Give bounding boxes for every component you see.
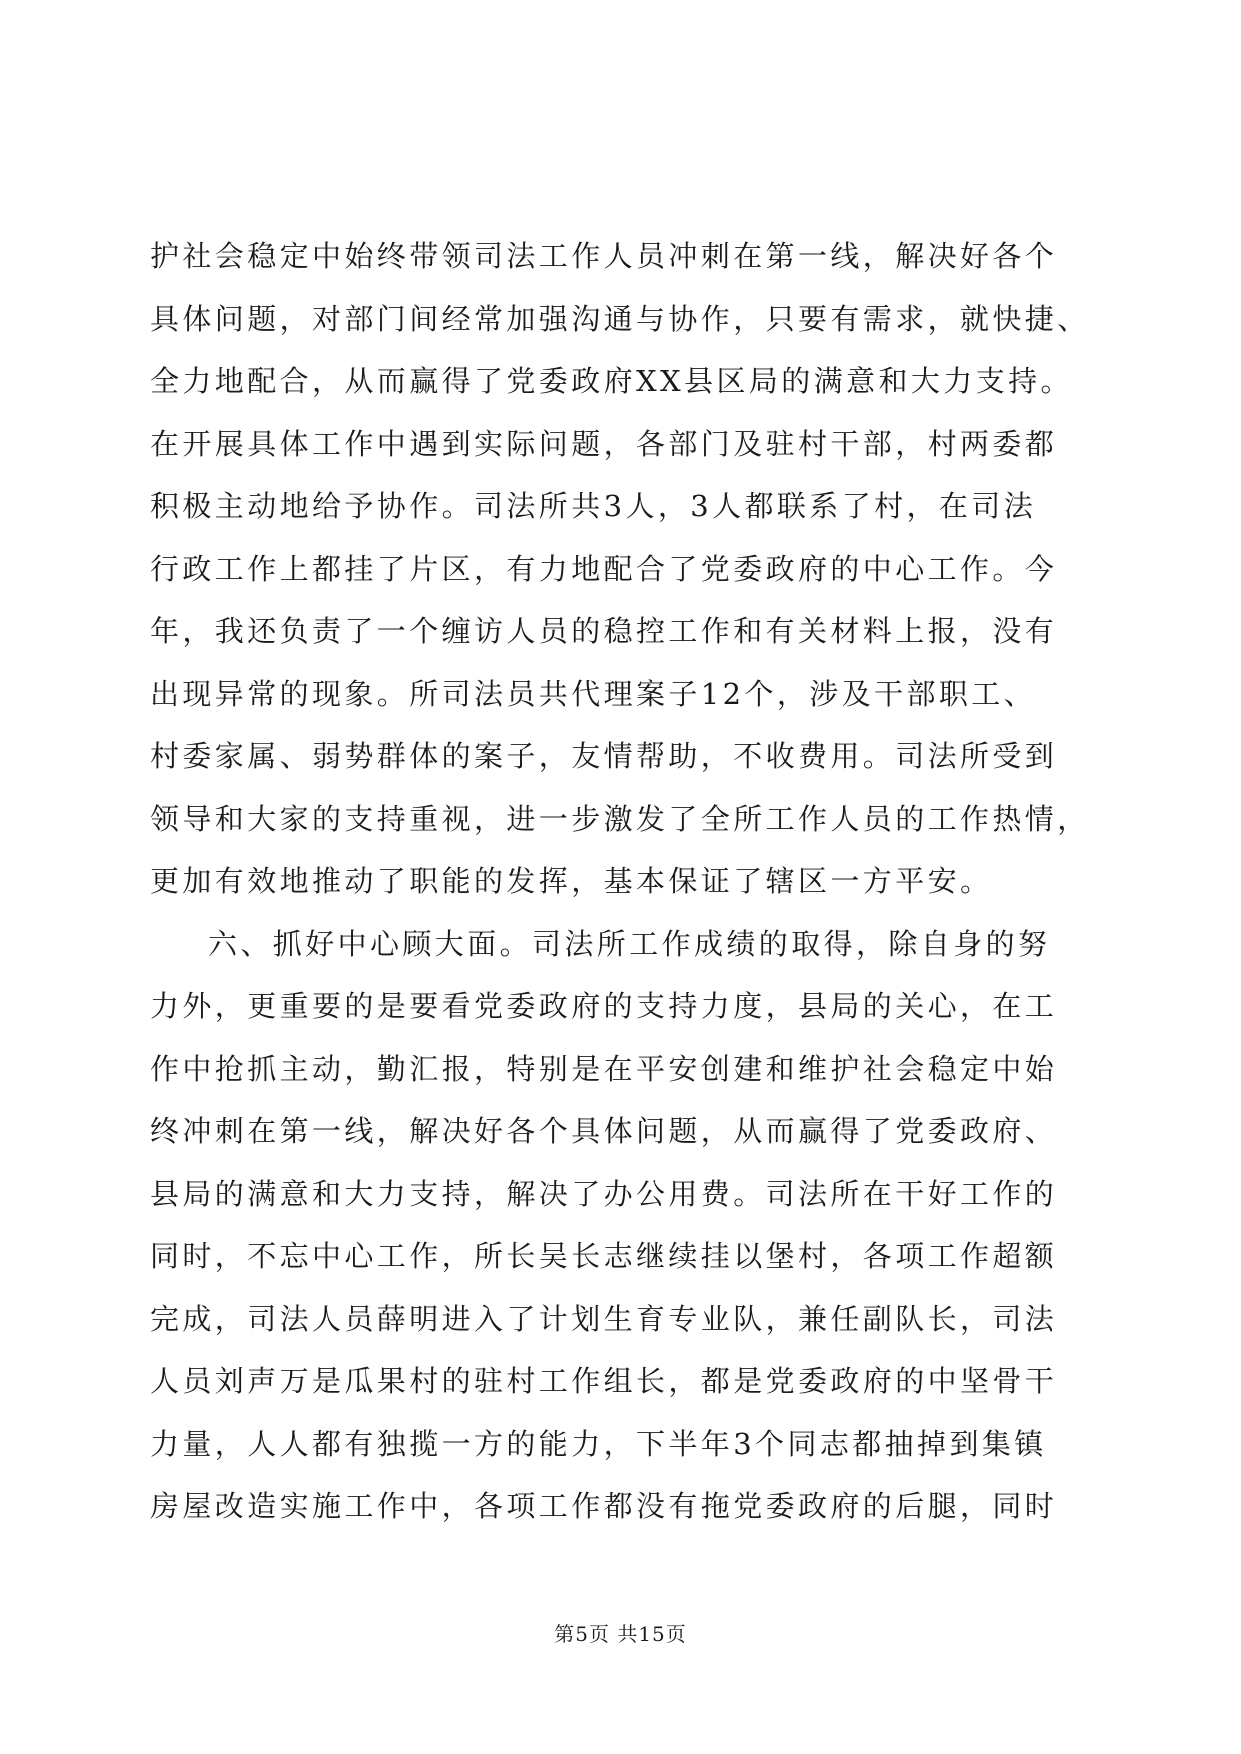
text-line: 作中抢抓主动，勤汇报，特别是在平安创建和维护社会稳定中始 [150, 1051, 1058, 1086]
text-line: 年，我还负责了一个缠访人员的稳控工作和有关材料上报，没有 [150, 614, 1058, 648]
text-line: 力量，人人都有独揽一方的能力，下半年3个同志都抽掉到集镇 [150, 1426, 1047, 1461]
text-line: 村委家属、弱势群体的案子，友情帮助，不收费用。司法所受到 [150, 739, 1058, 773]
text-line: 护社会稳定中始终带领司法工作人员冲刺在第一线，解决好各个 [150, 239, 1058, 273]
text-line: 积极主动地给予协作。司法所共3人，3人都联系了村，在司法 [150, 489, 1037, 523]
text-line: 终冲刺在第一线，解决好各个具体问题，从而赢得了党委政府、 [150, 1114, 1058, 1148]
text-line: 房屋改造实施工作中，各项工作都没有拖党委政府的后腿，同时 [150, 1489, 1058, 1523]
text-line: 在开展具体工作中遇到实际问题，各部门及驻村干部，村两委都 [150, 426, 1058, 461]
text-line: 全力地配合，从而赢得了党委政府XX县区局的满意和大力支持。 [150, 364, 1073, 398]
text-line: 力外，更重要的是要看党委政府的支持力度，县局的关心，在工 [150, 989, 1058, 1023]
text-line: 出现异常的现象。所司法员共代理案子12个，涉及干部职工、 [150, 676, 1037, 711]
text-line: 完成，司法人员薛明进入了计划生育专业队，兼任副队长，司法 [150, 1301, 1058, 1336]
text-line: 人员刘声万是瓜果村的驻村工作组长，都是党委政府的中坚骨干 [150, 1364, 1058, 1398]
text-line: 县局的满意和大力支持，解决了办公用费。司法所在干好工作的 [150, 1176, 1058, 1211]
text-line: 更加有效地推动了职能的发挥，基本保证了辖区一方平安。 [150, 864, 993, 898]
text-line: 同时，不忘中心工作，所长吴长志继续挂以堡村，各项工作超额 [150, 1239, 1058, 1273]
text-line: 领导和大家的支持重视，进一步激发了全所工作人员的工作热情， [150, 801, 1090, 836]
page-number-footer: 第5页 共15页 [554, 1622, 687, 1646]
text-line: 行政工作上都挂了片区，有力地配合了党委政府的中心工作。今 [150, 551, 1058, 586]
body-text [150, 225, 1090, 1538]
paragraph-start-line: 六、抓好中心顾大面。司法所工作成绩的取得，除自身的努 [208, 926, 1051, 961]
text-line: 具体问题，对部门间经常加强沟通与协作，只要有需求，就快捷、 [150, 301, 1090, 336]
